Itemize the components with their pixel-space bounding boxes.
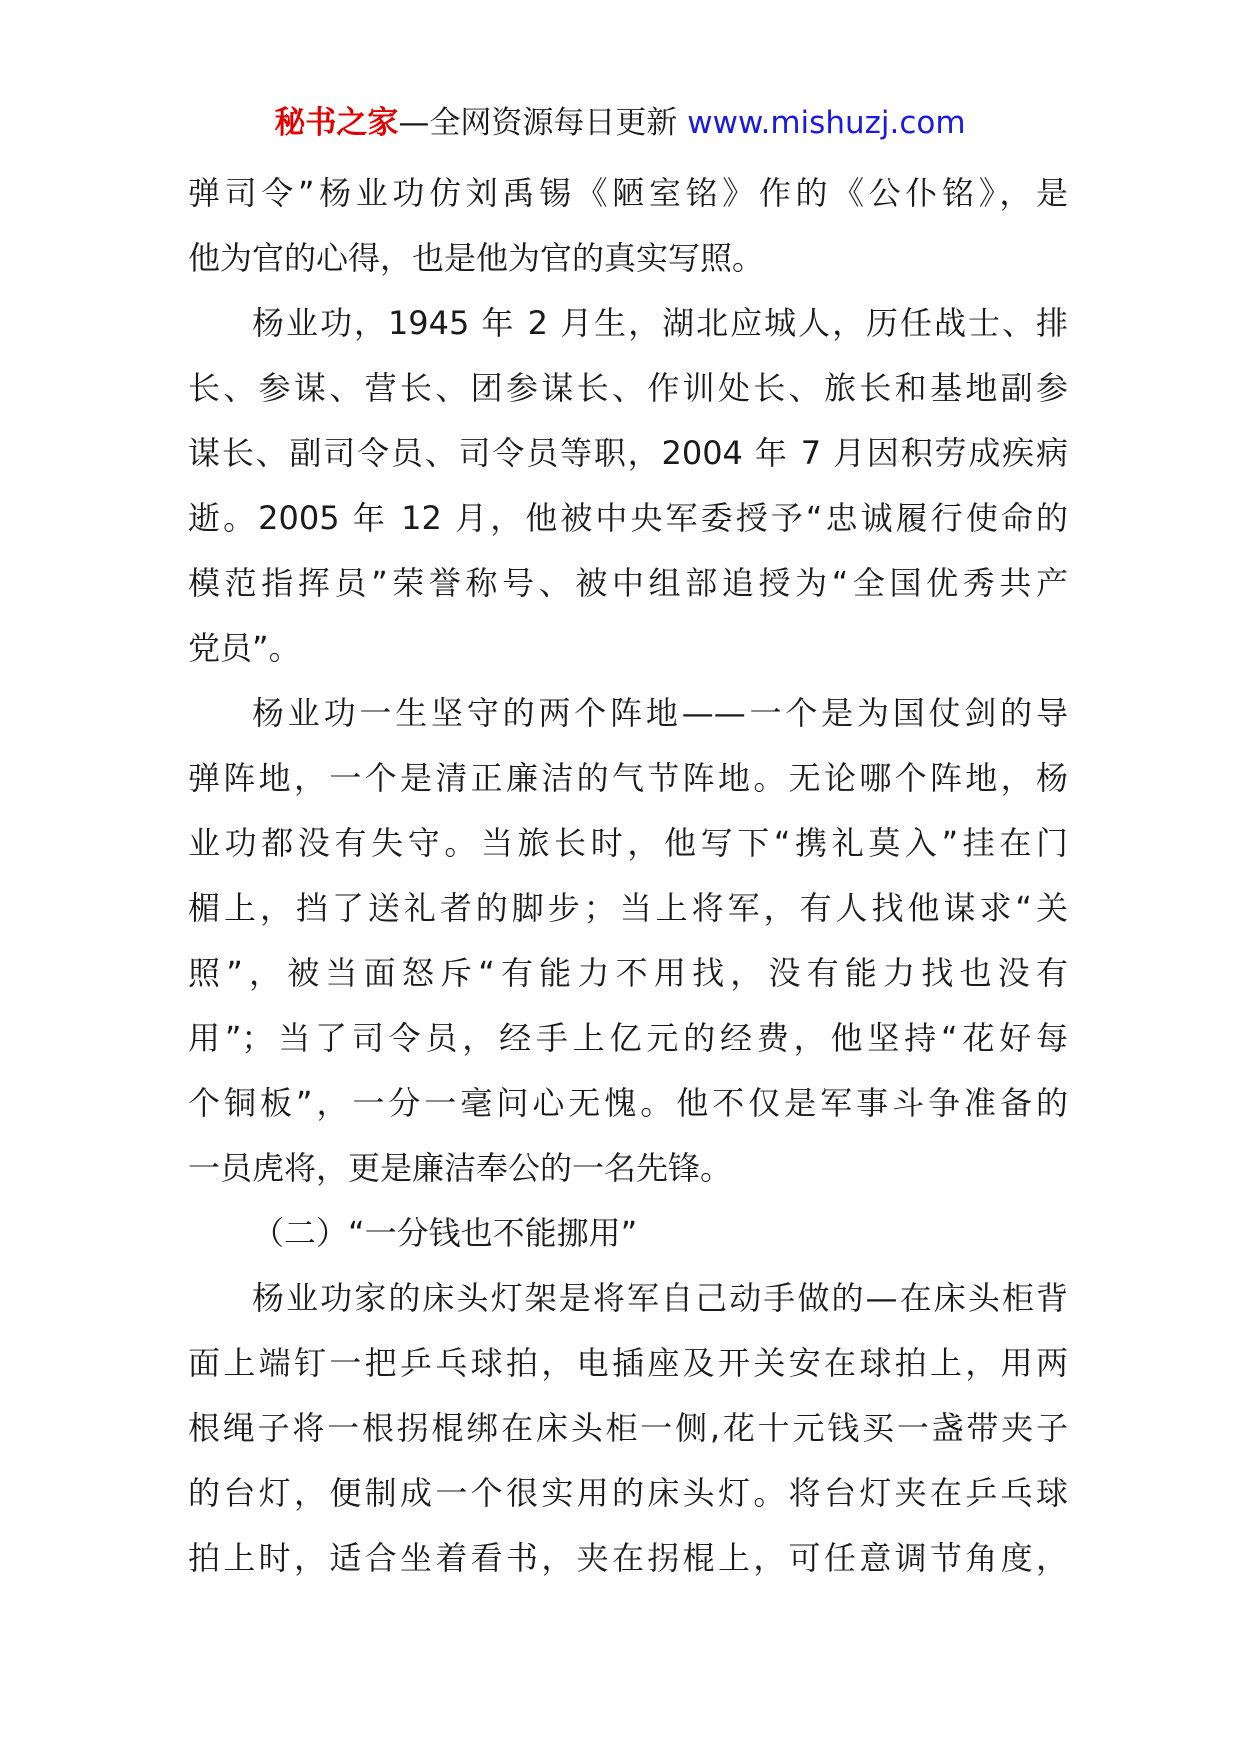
paragraph-first-line: 杨业功，1945 年 2 月生，湖北应城人，历任战士、排 [252, 304, 1068, 342]
text-line: 他为官的心得，也是他为官的真实写照。 [188, 239, 765, 277]
paragraph-first-line: 杨业功一生坚守的两个阵地——一个是为国仗剑的导 [252, 694, 1068, 732]
text-line: 一员虎将，更是廉洁奉公的一名先锋。 [188, 1149, 733, 1187]
text-line: 个铜板”，一分一毫问心无愧。他不仅是军事斗争准备的 [188, 1084, 1068, 1122]
text-line: 模范指挥员”荣誉称号、被中组部追授为“全国优秀共产 [188, 564, 1068, 602]
site-url-link[interactable]: www.mishuzj.com [687, 105, 966, 141]
text-line: 用”；当了司令员，经手上亿元的经费，他坚持“花好每 [188, 1019, 1068, 1057]
site-header [0, 100, 1240, 146]
header-tagline: —全网资源每日更新 [398, 105, 688, 141]
section-heading: （二）“一分钱也不能挪用” [252, 1214, 638, 1252]
text-line: 根绳子将一根拐棍绑在床头柜一侧,花十元钱买一盏带夹子 [188, 1409, 1068, 1447]
text-line: 谋长、副司令员、司令员等职，2004 年 7 月因积劳成疾病 [188, 434, 1068, 472]
text-line: 拍上时，适合坐着看书，夹在拐棍上，可任意调节角度， [188, 1539, 1068, 1577]
text-line: 面上端钉一把乒乓球拍，电插座及开关安在球拍上，用两 [188, 1344, 1068, 1382]
paragraph-first-line: 杨业功家的床头灯架是将军自己动手做的—在床头柜背 [252, 1279, 1068, 1317]
text-line: 弹司令”杨业功仿刘禹锡《陋室铭》作的《公仆铭》，是 [188, 174, 1068, 212]
brand-name: 秘书之家 [274, 105, 399, 141]
text-line: 照”，被当面怒斥“有能力不用找，没有能力找也没有 [188, 954, 1068, 992]
text-line: 长、参谋、营长、团参谋长、作训处长、旅长和基地副参 [188, 369, 1068, 407]
text-line: 逝。2005 年 12 月，他被中央军委授予“忠诚履行使命的 [188, 499, 1068, 537]
text-line: 党员”。 [188, 629, 301, 667]
text-line: 业功都没有失守。当旅长时，他写下“携礼莫入”挂在门 [188, 824, 1068, 862]
text-line: 的台灯，便制成一个很实用的床头灯。将台灯夹在乒乓球 [188, 1474, 1068, 1512]
text-line: 楣上，挡了送礼者的脚步；当上将军，有人找他谋求“关 [188, 889, 1068, 927]
document-body [188, 161, 1068, 1591]
text-line: 弹阵地，一个是清正廉洁的气节阵地。无论哪个阵地，杨 [188, 759, 1068, 797]
